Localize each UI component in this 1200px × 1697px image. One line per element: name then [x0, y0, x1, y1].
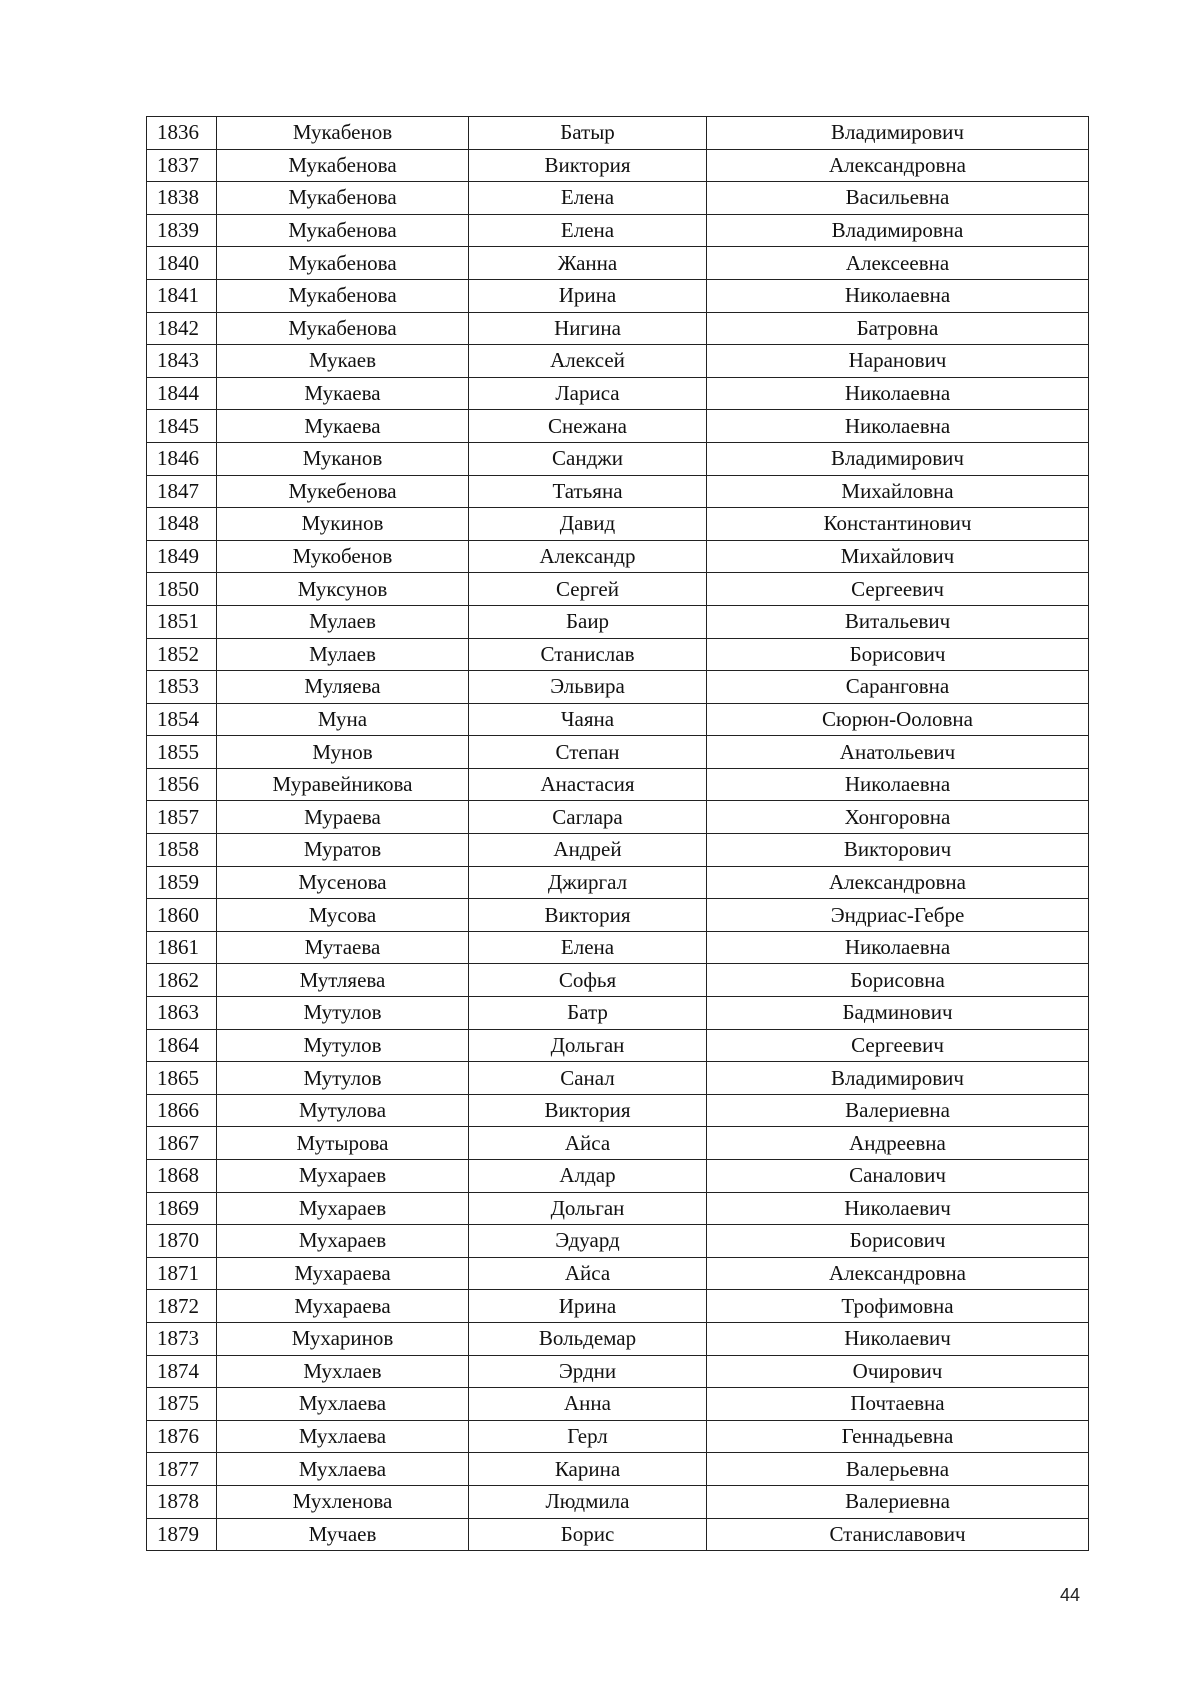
first-name-cell: Карина: [469, 1453, 707, 1486]
patronymic-cell: Михайлович: [707, 540, 1089, 573]
row-number-cell: 1855: [147, 736, 217, 769]
first-name-cell: Андрей: [469, 834, 707, 867]
row-number-cell: 1841: [147, 279, 217, 312]
first-name-cell: Алексей: [469, 345, 707, 378]
row-number-cell: 1836: [147, 117, 217, 150]
first-name-cell: Виктория: [469, 149, 707, 182]
patronymic-cell: Николаевна: [707, 931, 1089, 964]
row-number-cell: 1844: [147, 377, 217, 410]
table-row: [147, 1290, 1089, 1323]
first-name-cell: Виктория: [469, 1094, 707, 1127]
table-row: [147, 964, 1089, 997]
row-number-cell: 1847: [147, 475, 217, 508]
surname-cell: Мукинов: [217, 508, 469, 541]
surname-cell: Мучаев: [217, 1518, 469, 1551]
surname-cell: Мухараев: [217, 1192, 469, 1225]
patronymic-cell: Станиславович: [707, 1518, 1089, 1551]
row-number-cell: 1860: [147, 899, 217, 932]
table-row: [147, 1355, 1089, 1388]
page-number: 44: [1060, 1585, 1081, 1605]
table-row: [147, 1453, 1089, 1486]
table-row: [147, 1485, 1089, 1518]
first-name-cell: Софья: [469, 964, 707, 997]
row-number-cell: 1845: [147, 410, 217, 443]
table-row: [147, 703, 1089, 736]
surname-cell: Мухараев: [217, 1225, 469, 1258]
patronymic-cell: Трофимовна: [707, 1290, 1089, 1323]
surname-cell: Мулаев: [217, 605, 469, 638]
row-number-cell: 1843: [147, 345, 217, 378]
first-name-cell: Снежана: [469, 410, 707, 443]
row-number-cell: 1840: [147, 247, 217, 280]
first-name-cell: Жанна: [469, 247, 707, 280]
table-row: [147, 1160, 1089, 1193]
row-number-cell: 1871: [147, 1257, 217, 1290]
patronymic-cell: Андреевна: [707, 1127, 1089, 1160]
surname-cell: Мухараев: [217, 1160, 469, 1193]
row-number-cell: 1850: [147, 573, 217, 606]
first-name-cell: Лариса: [469, 377, 707, 410]
table-row: [147, 1062, 1089, 1095]
surname-cell: Мураева: [217, 801, 469, 834]
first-name-cell: Елена: [469, 931, 707, 964]
row-number-cell: 1839: [147, 214, 217, 247]
surname-cell: Мукебенова: [217, 475, 469, 508]
surname-cell: Мукабенова: [217, 149, 469, 182]
patronymic-cell: Очирович: [707, 1355, 1089, 1388]
surname-cell: Муравейникова: [217, 768, 469, 801]
first-name-cell: Дольган: [469, 1029, 707, 1062]
surname-cell: Мукабенова: [217, 247, 469, 280]
first-name-cell: Татьяна: [469, 475, 707, 508]
patronymic-cell: Владимировна: [707, 214, 1089, 247]
row-number-cell: 1853: [147, 671, 217, 704]
surname-cell: Мукабенова: [217, 312, 469, 345]
table-row: [147, 377, 1089, 410]
surname-cell: Мухаринов: [217, 1322, 469, 1355]
first-name-cell: Баир: [469, 605, 707, 638]
first-name-cell: Людмила: [469, 1485, 707, 1518]
first-name-cell: Саглара: [469, 801, 707, 834]
first-name-cell: Санджи: [469, 442, 707, 475]
patronymic-cell: Николаевна: [707, 377, 1089, 410]
row-number-cell: 1852: [147, 638, 217, 671]
table-row: [147, 1420, 1089, 1453]
row-number-cell: 1842: [147, 312, 217, 345]
table-row: [147, 997, 1089, 1030]
patronymic-cell: Васильевна: [707, 182, 1089, 215]
surname-cell: Муна: [217, 703, 469, 736]
patronymic-cell: Алексеевна: [707, 247, 1089, 280]
row-number-cell: 1877: [147, 1453, 217, 1486]
patronymic-cell: Александровна: [707, 149, 1089, 182]
table-row: [147, 410, 1089, 443]
patronymic-cell: Николаевна: [707, 279, 1089, 312]
first-name-cell: Эльвира: [469, 671, 707, 704]
patronymic-cell: Хонгоровна: [707, 801, 1089, 834]
first-name-cell: Вольдемар: [469, 1322, 707, 1355]
first-name-cell: Анна: [469, 1388, 707, 1421]
surname-cell: Мутулов: [217, 1029, 469, 1062]
table-row: [147, 149, 1089, 182]
names-table: [146, 116, 1089, 1551]
patronymic-cell: Валериевна: [707, 1485, 1089, 1518]
table-row: [147, 1518, 1089, 1551]
table-row: [147, 247, 1089, 280]
table-row: [147, 899, 1089, 932]
table-row: [147, 1225, 1089, 1258]
row-number-cell: 1867: [147, 1127, 217, 1160]
patronymic-cell: Геннадьевна: [707, 1420, 1089, 1453]
row-number-cell: 1859: [147, 866, 217, 899]
table-row: [147, 475, 1089, 508]
patronymic-cell: Бадминович: [707, 997, 1089, 1030]
row-number-cell: 1866: [147, 1094, 217, 1127]
surname-cell: Мутулова: [217, 1094, 469, 1127]
first-name-cell: Елена: [469, 182, 707, 215]
row-number-cell: 1838: [147, 182, 217, 215]
surname-cell: Мунов: [217, 736, 469, 769]
row-number-cell: 1879: [147, 1518, 217, 1551]
surname-cell: Мухлаев: [217, 1355, 469, 1388]
table-row: [147, 540, 1089, 573]
surname-cell: Мутырова: [217, 1127, 469, 1160]
first-name-cell: Станислав: [469, 638, 707, 671]
surname-cell: Мухараева: [217, 1257, 469, 1290]
row-number-cell: 1863: [147, 997, 217, 1030]
row-number-cell: 1848: [147, 508, 217, 541]
row-number-cell: 1851: [147, 605, 217, 638]
table-row: [147, 1029, 1089, 1062]
first-name-cell: Нигина: [469, 312, 707, 345]
patronymic-cell: Константинович: [707, 508, 1089, 541]
first-name-cell: Алдар: [469, 1160, 707, 1193]
row-number-cell: 1861: [147, 931, 217, 964]
row-number-cell: 1854: [147, 703, 217, 736]
surname-cell: Мукаева: [217, 377, 469, 410]
patronymic-cell: Владимирович: [707, 117, 1089, 150]
patronymic-cell: Николаевич: [707, 1322, 1089, 1355]
table-row: [147, 345, 1089, 378]
patronymic-cell: Анатольевич: [707, 736, 1089, 769]
surname-cell: Мулаев: [217, 638, 469, 671]
first-name-cell: Дольган: [469, 1192, 707, 1225]
first-name-cell: Виктория: [469, 899, 707, 932]
first-name-cell: Елена: [469, 214, 707, 247]
patronymic-cell: Борисовна: [707, 964, 1089, 997]
row-number-cell: 1874: [147, 1355, 217, 1388]
table-row: [147, 1094, 1089, 1127]
surname-cell: Мутулов: [217, 997, 469, 1030]
table-row: [147, 1322, 1089, 1355]
row-number-cell: 1878: [147, 1485, 217, 1518]
surname-cell: Мутулов: [217, 1062, 469, 1095]
row-number-cell: 1849: [147, 540, 217, 573]
table-row: [147, 931, 1089, 964]
names-table-body: [147, 117, 1089, 1551]
patronymic-cell: Валерьевна: [707, 1453, 1089, 1486]
surname-cell: Муляева: [217, 671, 469, 704]
first-name-cell: Айса: [469, 1257, 707, 1290]
first-name-cell: Александр: [469, 540, 707, 573]
surname-cell: Муратов: [217, 834, 469, 867]
first-name-cell: Ирина: [469, 279, 707, 312]
first-name-cell: Герл: [469, 1420, 707, 1453]
row-number-cell: 1872: [147, 1290, 217, 1323]
surname-cell: Мусенова: [217, 866, 469, 899]
row-number-cell: 1862: [147, 964, 217, 997]
patronymic-cell: Наранович: [707, 345, 1089, 378]
patronymic-cell: Николаевна: [707, 768, 1089, 801]
surname-cell: Мукаев: [217, 345, 469, 378]
patronymic-cell: Владимирович: [707, 1062, 1089, 1095]
table-row: [147, 638, 1089, 671]
row-number-cell: 1868: [147, 1160, 217, 1193]
row-number-cell: 1876: [147, 1420, 217, 1453]
patronymic-cell: Сергеевич: [707, 1029, 1089, 1062]
patronymic-cell: Борисович: [707, 1225, 1089, 1258]
table-row: [147, 801, 1089, 834]
table-row: [147, 1192, 1089, 1225]
row-number-cell: 1865: [147, 1062, 217, 1095]
first-name-cell: Ирина: [469, 1290, 707, 1323]
table-row: [147, 279, 1089, 312]
patronymic-cell: Сергеевич: [707, 573, 1089, 606]
row-number-cell: 1857: [147, 801, 217, 834]
first-name-cell: Чаяна: [469, 703, 707, 736]
row-number-cell: 1858: [147, 834, 217, 867]
table-row: [147, 768, 1089, 801]
patronymic-cell: Эндриас-Гебре: [707, 899, 1089, 932]
table-row: [147, 671, 1089, 704]
first-name-cell: Айса: [469, 1127, 707, 1160]
surname-cell: Мукабенова: [217, 214, 469, 247]
row-number-cell: 1837: [147, 149, 217, 182]
first-name-cell: Батыр: [469, 117, 707, 150]
row-number-cell: 1870: [147, 1225, 217, 1258]
table-row: [147, 1388, 1089, 1421]
table-row: [147, 834, 1089, 867]
patronymic-cell: Витальевич: [707, 605, 1089, 638]
surname-cell: Мукабенов: [217, 117, 469, 150]
surname-cell: Мухлаева: [217, 1453, 469, 1486]
patronymic-cell: Александровна: [707, 866, 1089, 899]
table-row: [147, 573, 1089, 606]
surname-cell: Мухленова: [217, 1485, 469, 1518]
row-number-cell: 1869: [147, 1192, 217, 1225]
patronymic-cell: Саранговна: [707, 671, 1089, 704]
table-row: [147, 605, 1089, 638]
row-number-cell: 1873: [147, 1322, 217, 1355]
patronymic-cell: Саналович: [707, 1160, 1089, 1193]
table-row: [147, 442, 1089, 475]
row-number-cell: 1864: [147, 1029, 217, 1062]
row-number-cell: 1875: [147, 1388, 217, 1421]
first-name-cell: Борис: [469, 1518, 707, 1551]
table-row: [147, 182, 1089, 215]
first-name-cell: Джиргал: [469, 866, 707, 899]
first-name-cell: Эрдни: [469, 1355, 707, 1388]
patronymic-cell: Батровна: [707, 312, 1089, 345]
surname-cell: Муксунов: [217, 573, 469, 606]
table-row: [147, 1257, 1089, 1290]
surname-cell: Мухлаева: [217, 1388, 469, 1421]
table-row: [147, 214, 1089, 247]
surname-cell: Мухараева: [217, 1290, 469, 1323]
first-name-cell: Батр: [469, 997, 707, 1030]
table-row: [147, 866, 1089, 899]
patronymic-cell: Александровна: [707, 1257, 1089, 1290]
first-name-cell: Эдуард: [469, 1225, 707, 1258]
first-name-cell: Санал: [469, 1062, 707, 1095]
patronymic-cell: Михайловна: [707, 475, 1089, 508]
first-name-cell: Сергей: [469, 573, 707, 606]
patronymic-cell: Валериевна: [707, 1094, 1089, 1127]
patronymic-cell: Сюрюн-Ооловна: [707, 703, 1089, 736]
table-row: [147, 117, 1089, 150]
table-row: [147, 508, 1089, 541]
surname-cell: Мухлаева: [217, 1420, 469, 1453]
table-row: [147, 1127, 1089, 1160]
surname-cell: Муканов: [217, 442, 469, 475]
first-name-cell: Анастасия: [469, 768, 707, 801]
surname-cell: Мукаева: [217, 410, 469, 443]
patronymic-cell: Почтаевна: [707, 1388, 1089, 1421]
patronymic-cell: Владимирович: [707, 442, 1089, 475]
patronymic-cell: Викторович: [707, 834, 1089, 867]
surname-cell: Мукабенова: [217, 182, 469, 215]
patronymic-cell: Николаевич: [707, 1192, 1089, 1225]
table-row: [147, 312, 1089, 345]
row-number-cell: 1846: [147, 442, 217, 475]
first-name-cell: Степан: [469, 736, 707, 769]
first-name-cell: Давид: [469, 508, 707, 541]
table-row: [147, 736, 1089, 769]
surname-cell: Мутаева: [217, 931, 469, 964]
patronymic-cell: Николаевна: [707, 410, 1089, 443]
surname-cell: Мутляева: [217, 964, 469, 997]
surname-cell: Мусова: [217, 899, 469, 932]
row-number-cell: 1856: [147, 768, 217, 801]
patronymic-cell: Борисович: [707, 638, 1089, 671]
surname-cell: Мукобенов: [217, 540, 469, 573]
surname-cell: Мукабенова: [217, 279, 469, 312]
